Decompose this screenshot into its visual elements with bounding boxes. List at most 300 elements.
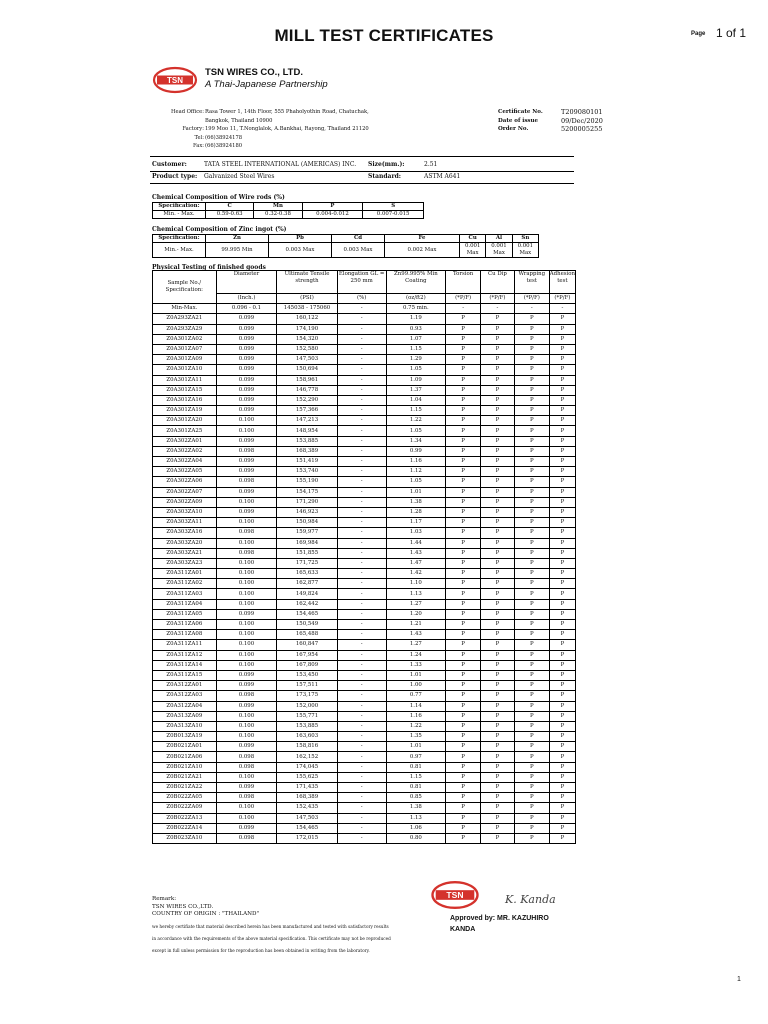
table-header-cell: Adhesion test [549, 271, 575, 294]
table-cell: Z0A311ZA14 [153, 660, 217, 670]
table-cell: P [446, 426, 481, 436]
table-cell: P [514, 783, 549, 793]
wire-rods-value-row [153, 211, 424, 219]
approved-by [450, 913, 549, 935]
table-cell: 1.21 [386, 620, 446, 630]
customer-top-rule [150, 156, 574, 157]
table-cell: - [337, 660, 386, 670]
table-cell: Z0B022ZA14 [153, 823, 217, 833]
table-cell: P [446, 467, 481, 477]
table-cell: 154,465 [277, 609, 338, 619]
table-cell: 157,366 [277, 406, 338, 416]
table-cell: P [481, 823, 515, 833]
table-header-cell: Zn [206, 235, 269, 243]
table-cell: 1.14 [386, 701, 446, 711]
table-cell: - [337, 344, 386, 354]
table-cell: P [549, 762, 575, 772]
head-office-label: Head Office: [171, 109, 204, 115]
table-cell: P [481, 436, 515, 446]
table-cell: P [446, 355, 481, 365]
table-cell: 0.099 [216, 385, 277, 395]
table-row [153, 813, 576, 823]
table-cell: P [514, 406, 549, 416]
table-cell: P [514, 620, 549, 630]
table-cell: P [549, 334, 575, 344]
table-row [153, 355, 576, 365]
table-row [153, 711, 576, 721]
table-cell: 1.10 [386, 579, 446, 589]
table-cell: 168,389 [277, 446, 338, 456]
table-cell: P [514, 803, 549, 813]
table-cell: P [514, 742, 549, 752]
factory-label: Factory: [182, 126, 204, 133]
table-cell: P [446, 334, 481, 344]
table-cell: P [446, 793, 481, 803]
table-cell: 165,633 [277, 569, 338, 579]
table-cell: P [514, 762, 549, 772]
table-cell: 0.100 [216, 640, 277, 650]
zinc-ingot-header-row [153, 235, 539, 243]
table-cell: 0.096 - 0.1 [216, 304, 277, 314]
table-cell: P [481, 681, 515, 691]
table-header-cell: Fe [385, 235, 460, 243]
table-cell: - [337, 630, 386, 640]
table-cell: 153,740 [277, 467, 338, 477]
table-header-cell: Cu [460, 235, 486, 243]
table-cell: 171,290 [277, 497, 338, 507]
table-cell: P [481, 732, 515, 742]
table-row [153, 620, 576, 630]
table-cell: P [514, 640, 549, 650]
table-cell: P [549, 528, 575, 538]
table-cell: - [337, 406, 386, 416]
table-row [153, 609, 576, 619]
table-cell: P [514, 365, 549, 375]
table-cell: - [337, 813, 386, 823]
table-cell: 0.93 [386, 324, 446, 334]
date-label: Date of issue [498, 117, 539, 124]
table-cell: - [337, 721, 386, 731]
table-header-cell: Al [486, 235, 512, 243]
table-cell: 0.099 [216, 783, 277, 793]
table-cell: P [446, 599, 481, 609]
table-cell: P [446, 589, 481, 599]
table-cell: 173,175 [277, 691, 338, 701]
table-cell: 1.34 [386, 436, 446, 446]
physical-testing-title: Physical Testing of finished goods [152, 264, 266, 271]
table-cell: P [514, 487, 549, 497]
logo-text: TSN [167, 76, 183, 85]
logo-text: TSN [446, 890, 464, 901]
table-cell: P [514, 630, 549, 640]
table-cell: - [337, 487, 386, 497]
table-cell: - [337, 762, 386, 772]
remark-company: TSN WIRES CO.,LTD. [152, 903, 214, 910]
table-cell: P [481, 640, 515, 650]
table-cell: 172,015 [277, 833, 338, 843]
table-cell: 0.098 [216, 528, 277, 538]
table-cell: P [514, 711, 549, 721]
tel-label: Tel: [194, 134, 204, 141]
table-cell: - [337, 436, 386, 446]
table-cell: 147,503 [277, 355, 338, 365]
table-cell: P [481, 772, 515, 782]
table-cell: P [549, 507, 575, 517]
table-cell: P [514, 732, 549, 742]
table-cell: Z0B022ZA05 [153, 793, 217, 803]
table-cell: P [549, 467, 575, 477]
table-cell: - [337, 528, 386, 538]
table-cell: Z0A293ZA21 [153, 314, 217, 324]
address-labels [146, 108, 204, 151]
customer-bottom-rule [150, 183, 574, 184]
table-row [153, 742, 576, 752]
unit-cell: (*P/F) [549, 294, 575, 304]
table-cell: Z0A301ZA20 [153, 416, 217, 426]
company-subtitle: A Thai-Japanese Partnership [205, 79, 328, 90]
remark-statement-line: we hereby certifiate that material described herein has been manufactured and tested with satisfactory results [152, 924, 389, 929]
table-cell: - [337, 793, 386, 803]
table-cell: P [446, 783, 481, 793]
table-cell: 0.100 [216, 426, 277, 436]
head-office-line2: Bangkok, Thailand 10900 [205, 117, 273, 124]
table-cell: P [514, 344, 549, 354]
table-cell: 1.38 [386, 497, 446, 507]
table-cell: Z0A311ZA04 [153, 599, 217, 609]
table-cell: P [481, 670, 515, 680]
remark-block [152, 896, 259, 919]
table-cell: 0.81 [386, 783, 446, 793]
table-cell: 0.75 min. [386, 304, 446, 314]
table-cell: - [337, 558, 386, 568]
table-cell: P [514, 375, 549, 385]
table-cell: 147,503 [277, 813, 338, 823]
table-cell: P [514, 599, 549, 609]
table-row [153, 589, 576, 599]
table-cell: - [549, 304, 575, 314]
table-cell: Z0A302ZA01 [153, 436, 217, 446]
table-header-cell: Torsion [446, 271, 481, 294]
table-row [153, 467, 576, 477]
table-cell: 154,175 [277, 487, 338, 497]
table-cell: P [481, 569, 515, 579]
table-cell: P [481, 599, 515, 609]
table-cell: - [337, 833, 386, 843]
table-row [153, 640, 576, 650]
company-name: TSN WIRES CO., LTD. [205, 67, 303, 78]
table-cell: 0.099 [216, 823, 277, 833]
table-cell: P [481, 762, 515, 772]
table-cell: 168,389 [277, 793, 338, 803]
signature: K. Kanda [505, 893, 556, 906]
table-cell: P [481, 314, 515, 324]
table-cell: 0.100 [216, 579, 277, 589]
table-cell: Z0A303ZA11 [153, 518, 217, 528]
physical-testing-rows [153, 314, 576, 844]
table-cell: P [481, 558, 515, 568]
table-cell: 0.099 [216, 742, 277, 752]
table-cell: P [481, 528, 515, 538]
table-cell: P [514, 660, 549, 670]
table-cell: P [514, 579, 549, 589]
table-cell: P [481, 395, 515, 405]
table-cell: P [481, 538, 515, 548]
table-header-cell: Specification: [153, 235, 206, 243]
table-cell: P [481, 609, 515, 619]
table-cell: Z0A302ZA06 [153, 477, 217, 487]
table-cell: 1.43 [386, 630, 446, 640]
table-cell: P [481, 487, 515, 497]
table-cell: 1.16 [386, 711, 446, 721]
table-cell: P [481, 344, 515, 354]
table-cell: 150,549 [277, 620, 338, 630]
table-cell: P [549, 701, 575, 711]
table-row [153, 436, 576, 446]
table-cell: 154,465 [277, 823, 338, 833]
table-cell: 158,816 [277, 742, 338, 752]
zinc-ingot-table [152, 234, 539, 258]
table-cell: 0.099 [216, 334, 277, 344]
table-cell: P [549, 823, 575, 833]
table-cell: P [549, 324, 575, 334]
table-cell: 0.099 [216, 375, 277, 385]
unit-cell: (*P/F) [481, 294, 515, 304]
table-cell: P [514, 355, 549, 365]
table-row [153, 579, 576, 589]
table-cell: P [446, 640, 481, 650]
table-cell: 0.099 [216, 395, 277, 405]
table-cell: 0.099 [216, 324, 277, 334]
table-header-cell: C [206, 203, 254, 211]
fax-label: Fax: [192, 143, 204, 150]
table-cell: P [549, 385, 575, 395]
table-cell: P [514, 426, 549, 436]
table-cell: P [446, 344, 481, 354]
table-header-cell: Mn [254, 203, 302, 211]
table-cell: P [514, 823, 549, 833]
table-cell: Z0A312ZA04 [153, 701, 217, 711]
table-cell: P [446, 823, 481, 833]
table-cell: Z0A311ZA02 [153, 579, 217, 589]
table-cell: P [446, 650, 481, 660]
page-indicator: 1 of 1 [716, 26, 747, 40]
table-cell: 1.01 [386, 742, 446, 752]
table-cell: 155,190 [277, 477, 338, 487]
customer-mid-rule [150, 171, 574, 172]
table-cell: P [446, 742, 481, 752]
table-cell: 0.098 [216, 793, 277, 803]
table-cell: P [446, 487, 481, 497]
table-cell: - [337, 365, 386, 375]
table-row [153, 548, 576, 558]
table-cell: P [446, 762, 481, 772]
table-cell: 152,290 [277, 395, 338, 405]
approved-by-line2: KANDA [450, 926, 476, 933]
table-cell: - [337, 314, 386, 324]
sample-header: Sample No./ Specification: [153, 271, 217, 304]
zinc-ingot-title: Chemical Composition of Zinc ingot (%) [152, 226, 287, 233]
table-cell: Z0A303ZA23 [153, 558, 217, 568]
table-cell: 0.003 Max [269, 243, 332, 258]
table-row [153, 803, 576, 813]
table-cell: P [514, 314, 549, 324]
table-cell: 163,603 [277, 732, 338, 742]
table-row [153, 487, 576, 497]
table-cell: P [481, 406, 515, 416]
table-cell: 158,961 [277, 375, 338, 385]
table-cell: P [481, 701, 515, 711]
table-cell: 155,771 [277, 711, 338, 721]
table-cell: Z0B021ZA06 [153, 752, 217, 762]
table-cell: P [446, 507, 481, 517]
table-cell: Z0A311ZA15 [153, 670, 217, 680]
table-cell: P [481, 589, 515, 599]
table-cell: - [337, 579, 386, 589]
table-cell: 147,213 [277, 416, 338, 426]
table-cell: P [514, 538, 549, 548]
table-cell: P [549, 548, 575, 558]
table-row [153, 772, 576, 782]
table-cell: P [549, 426, 575, 436]
table-cell: - [337, 701, 386, 711]
order-value: 5200005255 [561, 125, 603, 134]
table-cell: P [549, 742, 575, 752]
table-cell: P [549, 609, 575, 619]
table-cell: P [549, 650, 575, 660]
table-cell: 1.43 [386, 548, 446, 558]
table-row [153, 528, 576, 538]
table-cell: P [514, 395, 549, 405]
table-cell: P [514, 457, 549, 467]
table-cell: P [514, 670, 549, 680]
table-cell: P [481, 355, 515, 365]
table-cell: 1.22 [386, 416, 446, 426]
table-header-cell: Zn99.995% Min Coating [386, 271, 446, 294]
cert-no-value: T209080101 [561, 108, 603, 116]
table-cell: P [514, 813, 549, 823]
table-row [153, 406, 576, 416]
table-cell: P [514, 650, 549, 660]
table-row [153, 670, 576, 680]
table-cell: 1.15 [386, 344, 446, 354]
table-cell: - [337, 334, 386, 344]
table-cell: 0.099 [216, 670, 277, 680]
table-cell: 0.100 [216, 772, 277, 782]
table-cell: - [337, 599, 386, 609]
table-cell: 159,977 [277, 528, 338, 538]
table-cell: 0.099 [216, 365, 277, 375]
table-cell: P [481, 457, 515, 467]
table-cell: P [549, 813, 575, 823]
table-cell: 1.12 [386, 467, 446, 477]
table-cell: 0.80 [386, 833, 446, 843]
table-cell: P [514, 477, 549, 487]
table-cell: P [514, 609, 549, 619]
table-cell: 0.001 Max [486, 243, 512, 258]
table-cell: - [337, 304, 386, 314]
table-cell: P [481, 426, 515, 436]
table-cell: 1.44 [386, 538, 446, 548]
table-cell: 145038 - 175060 [277, 304, 338, 314]
table-cell: P [549, 783, 575, 793]
table-cell: Z0A312ZA03 [153, 691, 217, 701]
table-cell: P [514, 548, 549, 558]
table-cell: 1.16 [386, 457, 446, 467]
table-cell: Z0A311ZA06 [153, 620, 217, 630]
table-cell: P [446, 395, 481, 405]
table-cell: - [337, 355, 386, 365]
table-cell: 150,984 [277, 518, 338, 528]
table-cell: 1.42 [386, 569, 446, 579]
table-cell: 0.100 [216, 650, 277, 660]
table-cell: 1.04 [386, 395, 446, 405]
customer-value: TATA STEEL INTERNATIONAL (AMERICAS) INC. [204, 161, 357, 168]
table-row [153, 538, 576, 548]
table-cell: 150,694 [277, 365, 338, 375]
table-cell: P [514, 324, 549, 334]
table-row [153, 752, 576, 762]
table-cell: P [514, 681, 549, 691]
table-cell: P [549, 793, 575, 803]
table-cell: P [446, 538, 481, 548]
table-cell: 0.099 [216, 609, 277, 619]
table-cell: 152,580 [277, 344, 338, 354]
table-cell: - [337, 385, 386, 395]
table-cell: P [446, 579, 481, 589]
table-cell: Z0A313ZA10 [153, 721, 217, 731]
table-cell: - [514, 304, 549, 314]
table-cell: 160,122 [277, 314, 338, 324]
table-cell: P [549, 487, 575, 497]
table-cell: P [446, 569, 481, 579]
table-row [153, 599, 576, 609]
table-cell: P [549, 355, 575, 365]
table-cell: 1.35 [386, 732, 446, 742]
table-cell: Z0A301ZA09 [153, 355, 217, 365]
table-cell: 0.099 [216, 314, 277, 324]
table-cell: P [549, 457, 575, 467]
table-cell: 1.13 [386, 589, 446, 599]
wire-rods-title: Chemical Composition of Wire rods (%) [152, 194, 285, 201]
table-cell: 162,442 [277, 599, 338, 609]
table-cell: P [481, 691, 515, 701]
table-cell: - [337, 477, 386, 487]
table-cell: 1.01 [386, 670, 446, 680]
table-cell: 167,954 [277, 650, 338, 660]
table-cell: P [549, 395, 575, 405]
unit-cell: (*P/F) [514, 294, 549, 304]
unit-cell: (*P/F) [446, 294, 481, 304]
table-cell: - [337, 640, 386, 650]
table-cell: - [337, 416, 386, 426]
physical-units-row [153, 294, 576, 304]
table-cell: P [549, 446, 575, 456]
table-row [153, 569, 576, 579]
table-cell: 149,824 [277, 589, 338, 599]
table-cell: P [481, 467, 515, 477]
table-cell: P [549, 620, 575, 630]
table-cell: Z0B022ZA09 [153, 803, 217, 813]
standard-value: ASTM A641 [424, 173, 461, 180]
table-cell: P [481, 497, 515, 507]
table-cell: P [549, 436, 575, 446]
table-cell: P [514, 507, 549, 517]
table-cell: 0.099 [216, 457, 277, 467]
table-cell: P [481, 365, 515, 375]
table-row [153, 630, 576, 640]
table-cell: Z0B021ZA22 [153, 783, 217, 793]
remark-statement-line: except in full unless permission for the reproduction has been obtained in writing from the laboratory. [152, 948, 370, 953]
